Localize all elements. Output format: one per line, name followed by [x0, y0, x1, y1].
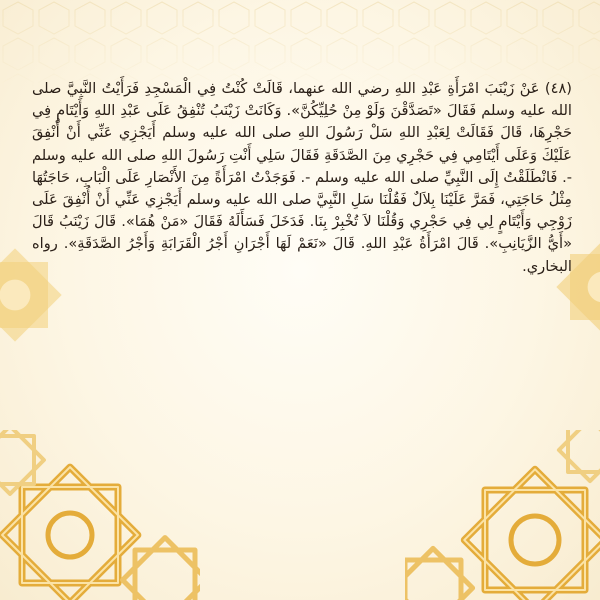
hadith-text-block — [32, 78, 572, 278]
top-pattern-decoration — [0, 0, 600, 90]
bottom-left-lattice-ornament — [0, 430, 200, 600]
bottom-right-lattice-ornament — [405, 430, 600, 600]
hadith-text: (٤٨) عَنْ زَيْنَبَ امْرَأَةِ عَبْدِ اللهِ رضي الله عنهما، قَالَتْ كُنْتُ فِي الْمَسْجِدِ فَرَأَيْتُ النَّبِيَّ صلى الله عليه وسلم فَقَالَ «تَصَدَّقْنَ وَلَوْ مِنْ حُلِيِّكُنَّ». وَكَانَتْ زَيْنَبُ تُنْفِقُ عَلَى عَبْدِ اللهِ وَأَيْتَامٍ فِي حَجْرِهَا، قَالَ فَقَالَتْ لِعَبْدِ اللهِ سَلْ رَسُولَ اللهِ صلى الله عليه وسلم أَيَجْزِي عَنِّي أَنْ أُنْفِقَ عَلَيْكَ وَعَلَى أَيْتَامِي فِي حَجْرِي مِنَ الصَّدَقَةِ فَقَالَ سَلِي أَنْتِ رَسُولَ اللهِ صلى الله عليه وسلم -. فَانْطَلَقْتُ إِلَى النَّبِيِّ صلى الله عليه وسلم -. فَوَجَدْتُ امْرَأَةً مِنَ الأَنْصَارِ عَلَى الْبَابِ، حَاجَتُهَا مِثْلُ حَاجَتِي، فَمَرَّ عَلَيْنَا بِلاَلٌ فَقُلْنَا سَلِ النَّبِيَّ صلى الله عليه وسلم أَيَجْزِي عَنِّي أَنْ أُنْفِقَ عَلَى زَوْجِي وَأَيْتَامٍ لِي فِي حَجْرِي وَقُلْنَا لاَ تُخْبِرْ بِنَا. فَدَخَلَ فَسَأَلَهُ فَقَالَ «مَنْ هُمَا». قَالَ زَيْنَبُ قَالَ «أَيُّ الزَّيَانِبِ». قَالَ امْرَأَةُ عَبْدِ اللهِ. قَالَ «نَعَمْ لَهَا أَجْرَانِ أَجْرُ الْقَرَابَةِ وَأَجْرُ الصَّدَقَةِ». رواه البخاري. — [32, 80, 572, 275]
